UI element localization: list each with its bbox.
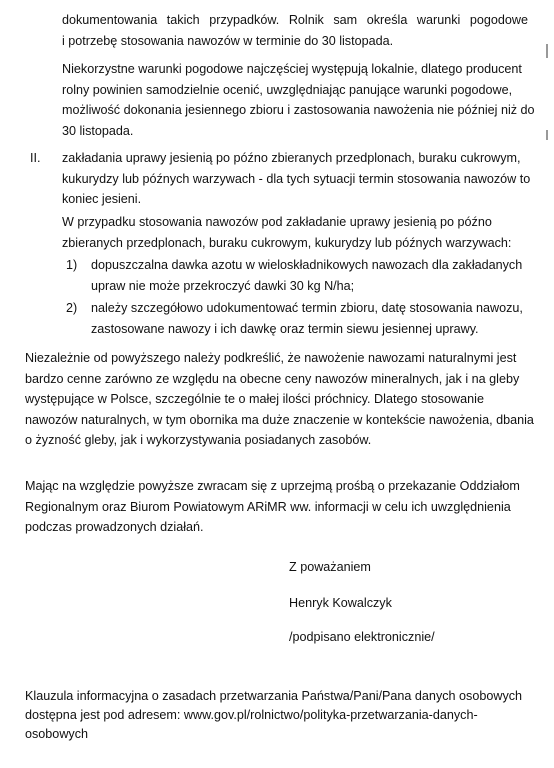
- intro-paragraph-1: [62, 10, 528, 51]
- text-line: dopuszczalna dawka azotu w wieloskładnikowych nawozach dla zakładanych: [91, 258, 523, 272]
- text-line: Regionalnym oraz Biurom Powiatowym ARiMR ww. informacji w celu ich uwzględnienia: [25, 499, 511, 514]
- text-line: podczas prowadzonych działań.: [25, 520, 204, 534]
- text-line: upraw nie może przekroczyć dawki 30 kg N/ha;: [91, 278, 355, 293]
- list-item-number: 1): [66, 258, 78, 272]
- text-line: o żyzność gleby, jak i wykorzystywania posiadanych zasobów.: [25, 433, 372, 447]
- text-line: rolny powinien samodzielnie ocenić, uwzględniając panujące warunki pogodowe,: [62, 82, 513, 97]
- text-line: dostępna jest pod adresem: www.gov.pl/rolnictwo/polityka-przetwarzania-danych-: [25, 708, 478, 722]
- section-ii-numeral: II.: [30, 151, 41, 165]
- text-line: nawozów naturalnych, w tym obornika ma duże znaczenie w kontekście nawożenia, dbania: [25, 412, 534, 427]
- closing-salutation: Z poważaniem: [289, 560, 371, 574]
- text-line: kukurydzy lub późnych warzywach - dla tych sytuacji termin stosowania nawozów to: [62, 171, 531, 186]
- information-clause: [25, 687, 528, 744]
- section-ii-heading: [62, 148, 531, 210]
- text-line: występujące w Polsce, szczególnie te o małej ilości próchnicy. Dlatego stosowanie: [25, 392, 484, 406]
- text-line: W przypadku stosowania nawozów pod zakładanie uprawy jesienią po późno: [62, 215, 492, 229]
- request-paragraph: [25, 476, 528, 538]
- text-line: i potrzebę stosowania nawozów w terminie do 30 listopada.: [62, 33, 394, 48]
- signature-note: /podpisano elektronicznie/: [289, 630, 435, 644]
- list-item: [91, 298, 528, 339]
- text-line: zastosowane nawozy i ich dawkę oraz termin siewu jesiennej uprawy.: [91, 321, 479, 336]
- text-line: dokumentowania takich przypadków. Rolnik sam określa warunki pogodowe: [62, 13, 528, 27]
- text-line: osobowych: [25, 727, 89, 741]
- text-line: Niezależnie od powyższego należy podkreślić, że nawożenie nawozami naturalnymi jest: [25, 351, 517, 365]
- list-item: [91, 255, 528, 296]
- text-line: Klauzula informacyjna o zasadach przetwarzania Państwa/Pani/Pana danych osobowych: [25, 689, 523, 703]
- signatory-name: Henryk Kowalczyk: [289, 596, 392, 610]
- text-line: zbieranych przedplonach, buraku cukrowym, kukurydzy lub późnych warzywach:: [62, 235, 512, 250]
- text-line: zakładania uprawy jesienią po późno zbieranych przedplonach, buraku cukrowym,: [62, 151, 521, 165]
- text-line: koniec jesieni.: [62, 192, 142, 206]
- section-ii-paragraph: [62, 212, 528, 253]
- text-line: 30 listopada.: [62, 123, 134, 138]
- text-line: Mając na względzie powyższe zwracam się z uprzejmą prośbą o przekazanie Oddziałom: [25, 479, 520, 493]
- list-item-number: 2): [66, 301, 78, 315]
- text-line: bardzo cenne zarówno ze względu na obecne ceny nawozów mineralnych, jak i na gleby: [25, 371, 520, 386]
- intro-paragraph-2: [62, 59, 535, 141]
- natural-fertilizer-paragraph: [25, 348, 534, 451]
- margin-mark: [546, 130, 548, 140]
- text-line: możliwość dokonania jesiennego zbioru i zastosowania nawożenia nie później niż do: [62, 103, 535, 117]
- text-line: należy szczegółowo udokumentować termin zbioru, datę stosowania nawozu,: [91, 301, 523, 315]
- margin-mark: [546, 44, 548, 58]
- text-line: Niekorzystne warunki pogodowe najczęściej występują lokalnie, dlatego producent: [62, 62, 522, 76]
